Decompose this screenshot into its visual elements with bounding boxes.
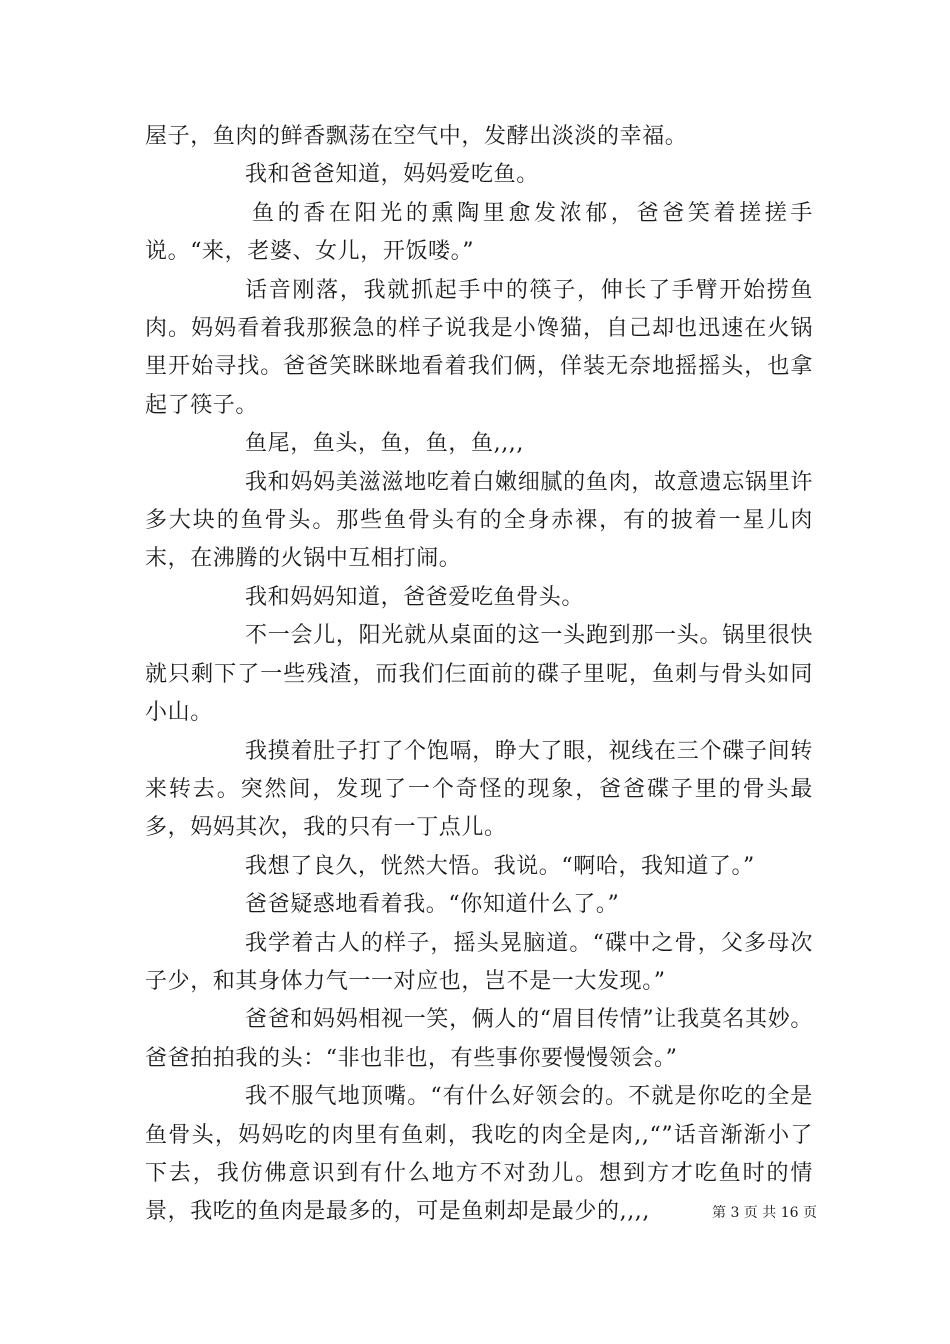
paragraph: 我想了良久，恍然大悟。我说。“啊哈，我知道了。”	[245, 853, 755, 879]
paragraph: 爸爸和妈妈相视一笑，俩人的“眉目传情”让我莫名其妙。爸爸拍拍我的头：“非也非也，有些事你要慢慢领会。”	[145, 1007, 813, 1071]
paragraph-continuation: 屋子，鱼肉的鲜香飘荡在空气中，发酵出淡淡的幸福。	[145, 124, 688, 149]
body-text	[145, 118, 813, 1232]
paragraph: 鱼的香在阳光的熏陶里愈发浓郁，爸爸笑着搓搓手说。“来，老婆、女儿，开饭喽。”	[145, 200, 813, 265]
paragraph: 我摸着肚子打了个饱嗝，睁大了眼，视线在三个碟子间转来转去。突然间，发现了一个奇怪的现象，爸爸碟子里的骨头最多，妈妈其次，我的只有一丁点儿。	[145, 738, 813, 841]
paragraph: 我和妈妈知道，爸爸爱吃鱼骨头。	[245, 584, 585, 610]
paragraph: 我学着古人的样子，摇头晃脑道。“碟中之骨，父多母次子少，和其身体力气一一对应也，岂不是一大发现。”	[145, 930, 813, 994]
paragraph: 我和妈妈美滋滋地吃着白嫩细腻的鱼肉，故意遗忘锅里许多大块的鱼骨头。那些鱼骨头有的全身赤裸，有的披着一星儿肉末，在沸腾的火锅中互相打闹。	[145, 469, 813, 572]
paragraph: 话音刚落，我就抓起手中的筷子，伸长了手臂开始捞鱼肉。妈妈看着我那猴急的样子说我是小馋猫，自己却也迅速在火锅里开始寻找。爸爸笑眯眯地看着我们俩，佯装无奈地摇摇头，也拿起了筷子。	[145, 277, 813, 418]
paragraph: 爸爸疑惑地看着我。“你知道什么了。”	[245, 892, 620, 918]
paragraph: 我不服气地顶嘴。“有什么好领会的。不就是你吃的全是鱼骨头，妈妈吃的肉里有鱼刺，我吃的肉全是肉,,“”话音渐渐小了下去，我仿佛意识到有什么地方不对劲儿。想到方才吃鱼时的情景，我吃的鱼肉是最多的，可是鱼刺却是最少的,,,,	[145, 1084, 813, 1225]
paragraph: 不一会儿，阳光就从桌面的这一头跑到那一头。锅里很快就只剩下了一些残渣，而我们仨面前的碟子里呢，鱼刺与骨头如同小山。	[145, 623, 813, 726]
page-number: 第 3 页 共 16 页	[712, 1205, 817, 1221]
paragraph: 我和爸爸知道，妈妈爱吃鱼。	[245, 162, 539, 188]
paragraph: 鱼尾，鱼头，鱼，鱼，鱼,,,,	[245, 431, 524, 457]
